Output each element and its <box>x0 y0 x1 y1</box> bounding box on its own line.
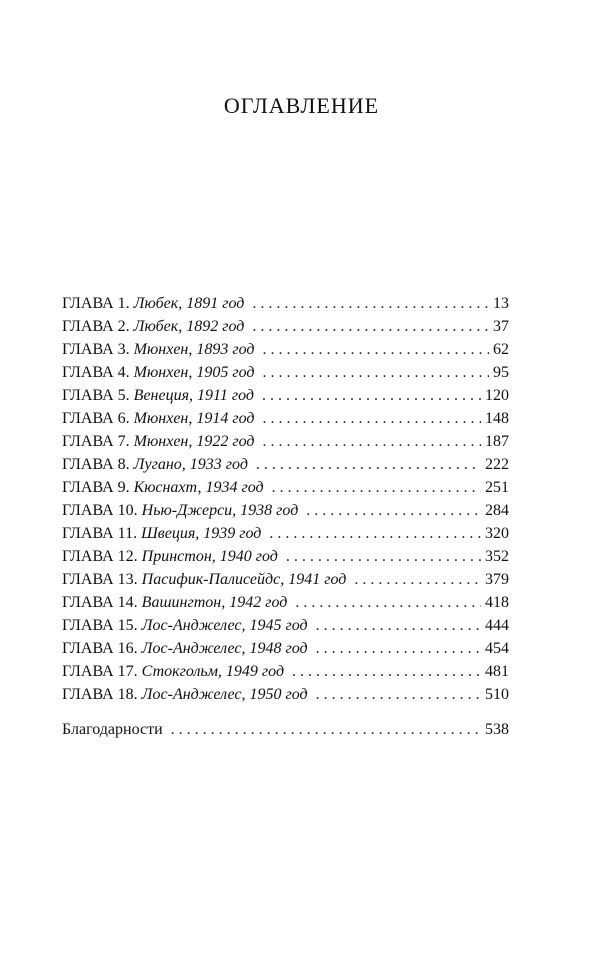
chapter-label: ГЛАВА 15. <box>62 617 138 634</box>
dot-leader <box>316 614 481 637</box>
page-number: 120 <box>485 387 509 404</box>
dot-leader <box>316 683 481 706</box>
page-number: 222 <box>485 456 509 473</box>
dot-leader <box>295 591 481 614</box>
chapter-label: ГЛАВА 16. <box>62 640 138 657</box>
dot-leader <box>272 476 481 499</box>
page-number: 95 <box>493 364 509 381</box>
chapter-title: Любек, 1892 год <box>133 318 245 335</box>
page-number: 454 <box>485 640 509 657</box>
dot-leader <box>354 568 481 591</box>
dot-leader <box>316 637 481 660</box>
page-number: 320 <box>485 525 509 542</box>
toc-entry-acknowledgements[interactable] <box>62 718 509 741</box>
dot-leader <box>262 407 481 430</box>
chapter-label: ГЛАВА 3. <box>62 341 130 358</box>
dot-leader <box>306 499 481 522</box>
chapter-title: Мюнхен, 1893 год <box>133 341 255 358</box>
chapter-title: Венеция, 1911 год <box>133 387 254 404</box>
toc-entry-chapter-13[interactable] <box>62 568 509 591</box>
toc-entry-chapter-11[interactable] <box>62 522 509 545</box>
page-title: ОГЛАВЛЕНИЕ <box>223 93 380 118</box>
chapter-label: ГЛАВА 7. <box>62 433 130 450</box>
page-number: 148 <box>485 410 509 427</box>
chapter-title: Принстон, 1940 год <box>141 548 278 565</box>
toc-entry-chapter-16[interactable] <box>62 637 509 660</box>
dot-leader <box>252 315 489 338</box>
dot-leader <box>262 361 489 384</box>
chapter-title: Кюснахт, 1934 год <box>133 479 264 496</box>
dot-leader <box>171 718 481 741</box>
chapter-title: Лос-Анджелес, 1945 год <box>141 617 308 634</box>
chapter-label: ГЛАВА 17. <box>62 663 138 680</box>
chapter-label: ГЛАВА 14. <box>62 594 138 611</box>
chapter-label: ГЛАВА 5. <box>62 387 130 404</box>
toc-entry-chapter-3[interactable] <box>62 338 509 361</box>
page-number: 284 <box>485 502 509 519</box>
chapter-label: ГЛАВА 13. <box>62 571 138 588</box>
chapter-title: Стокгольм, 1949 год <box>141 663 285 680</box>
page-number: 13 <box>493 295 509 312</box>
toc-entry-chapter-6[interactable] <box>62 407 509 430</box>
chapter-title: Мюнхен, 1914 год <box>133 410 255 427</box>
page-number: 62 <box>493 341 509 358</box>
table-of-contents <box>62 292 509 741</box>
toc-entry-chapter-2[interactable] <box>62 315 509 338</box>
dot-leader <box>262 384 481 407</box>
page-number: 444 <box>485 617 509 634</box>
dot-leader <box>252 292 489 315</box>
chapter-label: ГЛАВА 12. <box>62 548 138 565</box>
page-number: 187 <box>485 433 509 450</box>
chapter-label: ГЛАВА 1. <box>62 295 130 312</box>
toc-entry-chapter-1[interactable] <box>62 292 509 315</box>
acknowledgements-label: Благодарности <box>62 721 163 738</box>
dot-leader <box>286 545 481 568</box>
chapter-title: Лос-Анджелес, 1950 год <box>141 686 308 703</box>
page-number: 37 <box>493 318 509 335</box>
page-number: 510 <box>485 686 509 703</box>
toc-entry-chapter-14[interactable] <box>62 591 509 614</box>
chapter-title: Мюнхен, 1905 год <box>133 364 255 381</box>
chapter-label: ГЛАВА 4. <box>62 364 130 381</box>
chapter-label: ГЛАВА 6. <box>62 410 130 427</box>
toc-entry-chapter-17[interactable] <box>62 660 509 683</box>
toc-entry-chapter-7[interactable] <box>62 430 509 453</box>
dot-leader <box>262 338 489 361</box>
toc-entry-chapter-4[interactable] <box>62 361 509 384</box>
chapter-label: ГЛАВА 9. <box>62 479 130 496</box>
dot-leader <box>256 453 481 476</box>
page-number: 418 <box>485 594 509 611</box>
toc-entry-chapter-9[interactable] <box>62 476 509 499</box>
page-number: 379 <box>485 571 509 588</box>
page-number: 481 <box>485 663 509 680</box>
chapter-title: Пасифик-Палисейдс, 1941 год <box>141 571 347 588</box>
page-number: 251 <box>485 479 509 496</box>
chapter-title: Швеция, 1939 год <box>141 525 262 542</box>
chapter-title: Вашингтон, 1942 год <box>141 594 288 611</box>
page-number: 352 <box>485 548 509 565</box>
chapter-label: ГЛАВА 8. <box>62 456 130 473</box>
chapter-label: ГЛАВА 11. <box>62 525 138 542</box>
toc-entry-chapter-15[interactable] <box>62 614 509 637</box>
toc-entry-chapter-5[interactable] <box>62 384 509 407</box>
chapter-title: Лугано, 1933 год <box>133 456 248 473</box>
toc-entry-chapter-8[interactable] <box>62 453 509 476</box>
toc-entry-chapter-10[interactable] <box>62 499 509 522</box>
page-number: 538 <box>485 721 509 738</box>
chapter-title: Любек, 1891 год <box>133 295 245 312</box>
dot-leader <box>292 660 481 683</box>
chapter-label: ГЛАВА 2. <box>62 318 130 335</box>
chapter-label: ГЛАВА 18. <box>62 686 138 703</box>
toc-entry-chapter-18[interactable] <box>62 683 509 706</box>
toc-entry-chapter-12[interactable] <box>62 545 509 568</box>
dot-leader <box>269 522 481 545</box>
chapter-title: Мюнхен, 1922 год <box>133 433 255 450</box>
chapter-label: ГЛАВА 10. <box>62 502 138 519</box>
chapter-title: Нью-Джерси, 1938 год <box>141 502 299 519</box>
dot-leader <box>262 430 481 453</box>
chapter-title: Лос-Анджелес, 1948 год <box>141 640 308 657</box>
